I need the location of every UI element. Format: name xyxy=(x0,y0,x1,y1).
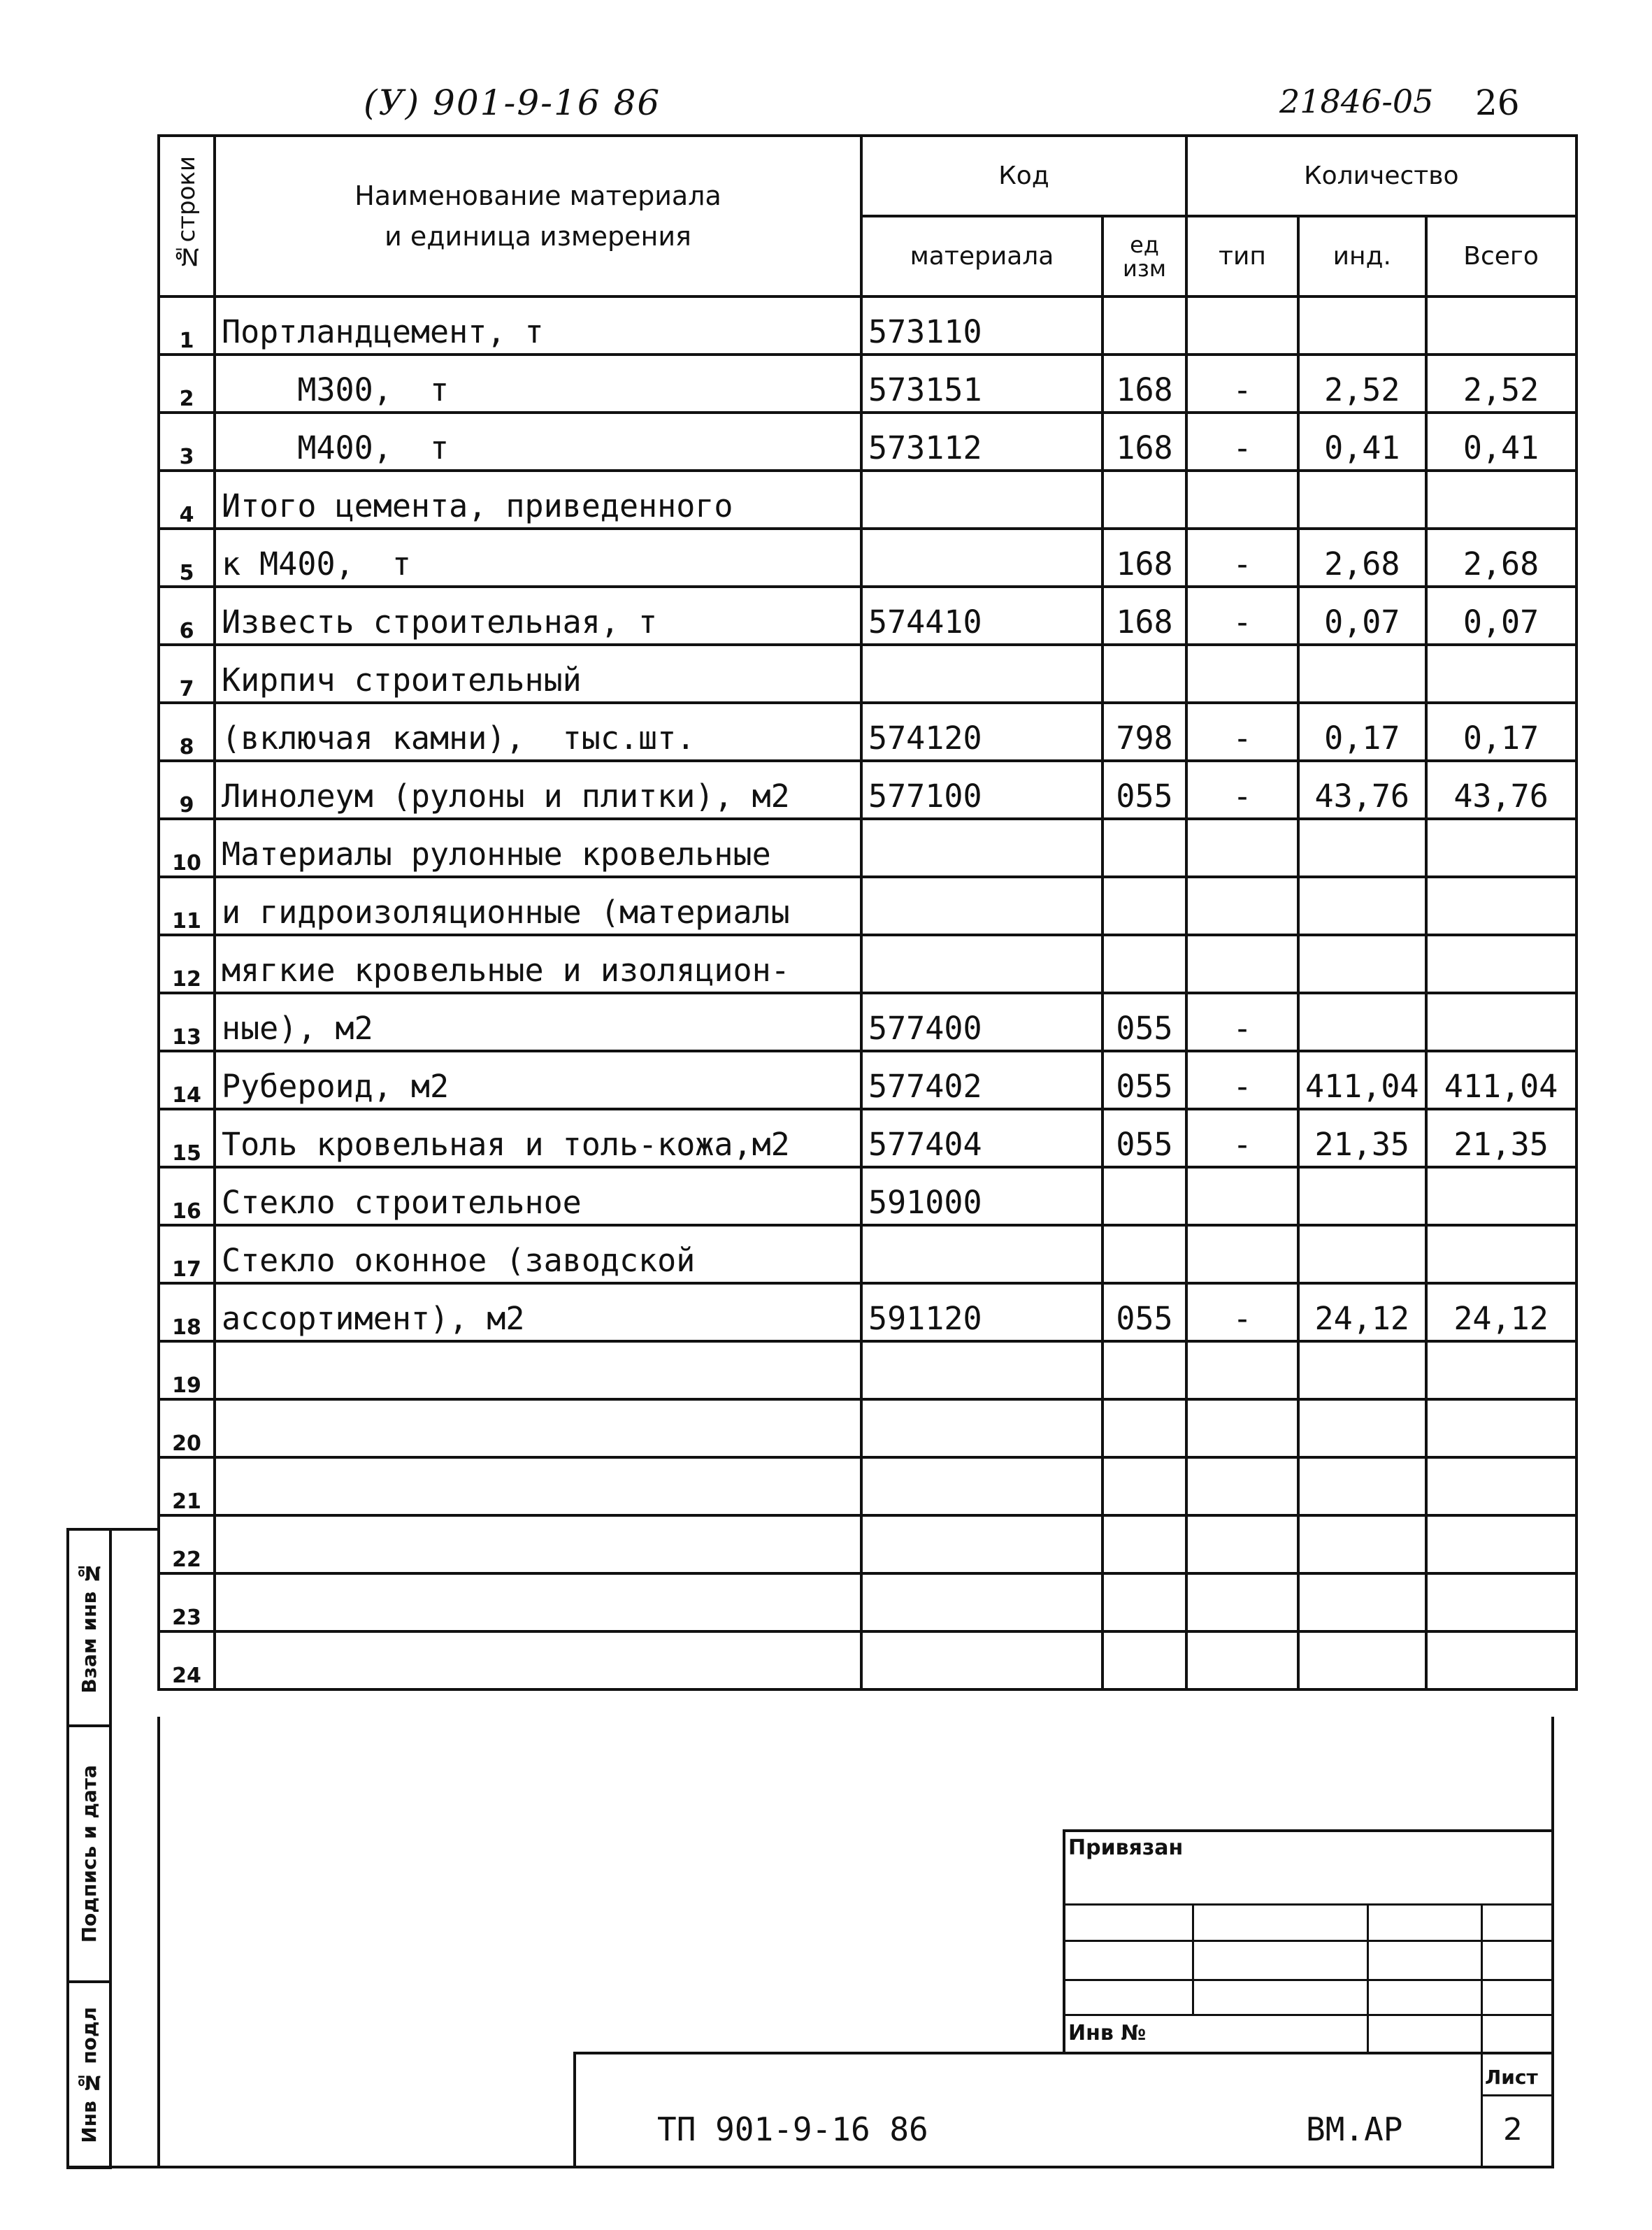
cell-name: ассортимент), м2 xyxy=(215,1283,861,1341)
cell-total: 43,76 xyxy=(1426,761,1576,819)
page-number: 26 xyxy=(1475,83,1520,123)
table-row xyxy=(159,1225,1576,1283)
cell-ind: 43,76 xyxy=(1298,761,1426,819)
row-number: 7 xyxy=(159,645,215,703)
cell-type xyxy=(1186,1457,1298,1515)
row-number: 6 xyxy=(159,587,215,645)
cell-total xyxy=(1426,1631,1576,1689)
cell-total xyxy=(1426,935,1576,993)
table-row xyxy=(159,529,1576,587)
table-row xyxy=(159,1109,1576,1167)
cell-unit: 168 xyxy=(1102,529,1186,587)
row-number: 19 xyxy=(159,1341,215,1399)
cell-ind xyxy=(1298,296,1426,355)
table-row xyxy=(159,703,1576,761)
cell-unit xyxy=(1102,819,1186,877)
row-number: 12 xyxy=(159,935,215,993)
cell-name: Материалы рулонные кровельные xyxy=(215,819,861,877)
row-number: 5 xyxy=(159,529,215,587)
row-number: 10 xyxy=(159,819,215,877)
cell-code xyxy=(861,1573,1102,1631)
cell-ind xyxy=(1298,471,1426,529)
cell-unit xyxy=(1102,296,1186,355)
cell-unit xyxy=(1102,471,1186,529)
cell-ind xyxy=(1298,877,1426,935)
row-number: 20 xyxy=(159,1399,215,1457)
cell-code: 574120 xyxy=(861,703,1102,761)
cell-unit: 055 xyxy=(1102,761,1186,819)
cell-ind: 411,04 xyxy=(1298,1051,1426,1109)
cell-unit xyxy=(1102,935,1186,993)
row-number: 11 xyxy=(159,877,215,935)
row-number: 4 xyxy=(159,471,215,529)
cell-code: 573110 xyxy=(861,296,1102,355)
cell-type xyxy=(1186,1573,1298,1631)
cell-unit: 168 xyxy=(1102,587,1186,645)
cell-name: Портландцемент, т xyxy=(215,296,861,355)
cell-type: - xyxy=(1186,587,1298,645)
header-qty-ind: инд. xyxy=(1298,216,1426,296)
cell-type: - xyxy=(1186,1109,1298,1167)
cell-name: и гидроизоляционные (материалы xyxy=(215,877,861,935)
header-name-line1: Наименование материала xyxy=(354,180,721,211)
table-row xyxy=(159,1341,1576,1399)
cell-unit xyxy=(1102,1341,1186,1399)
cell-code xyxy=(861,471,1102,529)
cell-code: 577400 xyxy=(861,993,1102,1051)
cell-total xyxy=(1426,1573,1576,1631)
project-series: (У) 901-9-16 86 xyxy=(364,83,661,123)
cell-unit xyxy=(1102,1631,1186,1689)
tb-top xyxy=(1063,1829,1554,1832)
table-row xyxy=(159,1515,1576,1573)
header-code-material: материала xyxy=(861,216,1102,296)
replaced-inv-box: Взам инв № xyxy=(66,1528,112,1727)
cell-total: 2,68 xyxy=(1426,529,1576,587)
table-row xyxy=(159,761,1576,819)
cell-total xyxy=(1426,471,1576,529)
frame-right xyxy=(1551,1717,1554,2168)
table-row xyxy=(159,1457,1576,1515)
table-row xyxy=(159,1631,1576,1689)
cell-type xyxy=(1186,471,1298,529)
tb-main-top xyxy=(573,2052,1554,2054)
table-row xyxy=(159,935,1576,993)
cell-ind: 0,17 xyxy=(1298,703,1426,761)
cell-code: 591000 xyxy=(861,1167,1102,1225)
row-number: 9 xyxy=(159,761,215,819)
cell-ind xyxy=(1298,1167,1426,1225)
cell-total xyxy=(1426,296,1576,355)
cell-type xyxy=(1186,819,1298,877)
cell-total xyxy=(1426,1457,1576,1515)
cell-code: 573151 xyxy=(861,355,1102,413)
table-row xyxy=(159,1283,1576,1341)
row-number: 18 xyxy=(159,1283,215,1341)
table-row xyxy=(159,587,1576,645)
archive-code: 21846-05 xyxy=(1279,83,1434,120)
cell-ind xyxy=(1298,1457,1426,1515)
cell-type: - xyxy=(1186,703,1298,761)
cell-ind xyxy=(1298,1341,1426,1399)
cell-unit xyxy=(1102,1225,1186,1283)
cell-name xyxy=(215,1573,861,1631)
cell-total xyxy=(1426,1515,1576,1573)
cell-ind: 2,68 xyxy=(1298,529,1426,587)
frame-bottom xyxy=(66,2166,1554,2168)
cell-name xyxy=(215,1515,861,1573)
cell-unit xyxy=(1102,1573,1186,1631)
row-number: 1 xyxy=(159,296,215,355)
table-row xyxy=(159,1167,1576,1225)
cell-type xyxy=(1186,1167,1298,1225)
row-number: 16 xyxy=(159,1167,215,1225)
row-number: 14 xyxy=(159,1051,215,1109)
tb-main-left xyxy=(573,2052,576,2168)
table-row xyxy=(159,296,1576,355)
cell-name: ные), м2 xyxy=(215,993,861,1051)
cell-total xyxy=(1426,1225,1576,1283)
header-quantity-group: Количество xyxy=(1186,136,1576,216)
cell-code xyxy=(861,529,1102,587)
cell-ind xyxy=(1298,819,1426,877)
frame-left xyxy=(157,1717,160,2168)
doc-designation: ТП 901-9-16 86 xyxy=(657,2110,928,2148)
cell-type: - xyxy=(1186,529,1298,587)
cell-type: - xyxy=(1186,1283,1298,1341)
cell-name: мягкие кровельные и изоляцион- xyxy=(215,935,861,993)
header-name-line2: и единица измерения xyxy=(385,221,691,252)
cell-code: 591120 xyxy=(861,1283,1102,1341)
cell-code xyxy=(861,1341,1102,1399)
cell-code xyxy=(861,819,1102,877)
cell-code: 573112 xyxy=(861,413,1102,471)
cell-unit xyxy=(1102,1457,1186,1515)
cell-unit xyxy=(1102,877,1186,935)
cell-code xyxy=(861,877,1102,935)
row-number: 22 xyxy=(159,1515,215,1573)
table-row xyxy=(159,355,1576,413)
cell-code xyxy=(861,1225,1102,1283)
cell-total xyxy=(1426,1167,1576,1225)
cell-ind xyxy=(1298,1515,1426,1573)
cell-ind: 24,12 xyxy=(1298,1283,1426,1341)
cell-name xyxy=(215,1631,861,1689)
cell-code xyxy=(861,1457,1102,1515)
cell-total xyxy=(1426,1399,1576,1457)
row-number: 15 xyxy=(159,1109,215,1167)
cell-unit: 798 xyxy=(1102,703,1186,761)
header-material-name xyxy=(215,136,861,296)
attached-label: Привязан xyxy=(1068,1836,1184,1860)
cell-type: - xyxy=(1186,993,1298,1051)
table-row xyxy=(159,1399,1576,1457)
table-row xyxy=(159,877,1576,935)
cell-total: 24,12 xyxy=(1426,1283,1576,1341)
table-body xyxy=(159,296,1576,1689)
row-number: 23 xyxy=(159,1573,215,1631)
header-row-number: №строки xyxy=(159,136,215,296)
cell-type xyxy=(1186,296,1298,355)
cell-ind xyxy=(1298,935,1426,993)
tb-col2 xyxy=(1367,1903,1369,2054)
cell-type xyxy=(1186,1631,1298,1689)
row-number: 24 xyxy=(159,1631,215,1689)
table-row xyxy=(159,993,1576,1051)
cell-type xyxy=(1186,1341,1298,1399)
row-number: 17 xyxy=(159,1225,215,1283)
cell-name: к М400, т xyxy=(215,529,861,587)
cell-name: (включая камни), тыс.шт. xyxy=(215,703,861,761)
sheet-label: Лист xyxy=(1485,2066,1538,2089)
inv-no-label: Инв № xyxy=(1068,2021,1147,2045)
cell-code xyxy=(861,645,1102,703)
table-row xyxy=(159,645,1576,703)
cell-ind xyxy=(1298,645,1426,703)
cell-total xyxy=(1426,819,1576,877)
cell-unit xyxy=(1102,1399,1186,1457)
cell-ind xyxy=(1298,1225,1426,1283)
table-row xyxy=(159,1573,1576,1631)
cell-total: 0,41 xyxy=(1426,413,1576,471)
cell-unit xyxy=(1102,1167,1186,1225)
cell-name: Стекло строительное xyxy=(215,1167,861,1225)
header-code-group: Код xyxy=(861,136,1186,216)
cell-type xyxy=(1186,1399,1298,1457)
cell-code xyxy=(861,1399,1102,1457)
cell-ind xyxy=(1298,1399,1426,1457)
cell-type: - xyxy=(1186,761,1298,819)
row-number: 8 xyxy=(159,703,215,761)
materials-table xyxy=(157,134,1578,1691)
row-number: 3 xyxy=(159,413,215,471)
cell-code xyxy=(861,1515,1102,1573)
cell-ind: 21,35 xyxy=(1298,1109,1426,1167)
cell-unit: 168 xyxy=(1102,355,1186,413)
cell-ind xyxy=(1298,993,1426,1051)
cell-unit xyxy=(1102,1515,1186,1573)
cell-type xyxy=(1186,645,1298,703)
doc-mark: ВМ.АР xyxy=(1306,2110,1403,2148)
tb-col1 xyxy=(1192,1903,1194,2015)
cell-name: Толь кровельная и толь-кожа,м2 xyxy=(215,1109,861,1167)
row-number: 21 xyxy=(159,1457,215,1515)
cell-name xyxy=(215,1341,861,1399)
row-number: 13 xyxy=(159,993,215,1051)
table-row xyxy=(159,471,1576,529)
cell-unit: 055 xyxy=(1102,1109,1186,1167)
cell-code: 577100 xyxy=(861,761,1102,819)
cell-unit: 055 xyxy=(1102,1283,1186,1341)
signature-date-box: Подпись и дата xyxy=(66,1724,112,1983)
cell-code xyxy=(861,935,1102,993)
cell-type: - xyxy=(1186,355,1298,413)
sheet-number: 2 xyxy=(1503,2112,1523,2147)
tb-col3 xyxy=(1481,1903,1483,2054)
cell-total xyxy=(1426,1341,1576,1399)
cell-name: Рубероид, м2 xyxy=(215,1051,861,1109)
cell-name: Известь строительная, т xyxy=(215,587,861,645)
cell-code: 577404 xyxy=(861,1109,1102,1167)
cell-unit xyxy=(1102,645,1186,703)
cell-ind xyxy=(1298,1573,1426,1631)
cell-type xyxy=(1186,935,1298,993)
cell-type xyxy=(1186,877,1298,935)
cell-unit: 055 xyxy=(1102,993,1186,1051)
cell-type: - xyxy=(1186,1051,1298,1109)
cell-name: М300, т xyxy=(215,355,861,413)
stamp-divider xyxy=(112,1528,157,1531)
cell-name: М400, т xyxy=(215,413,861,471)
cell-total: 0,07 xyxy=(1426,587,1576,645)
tb-sheet-col xyxy=(1481,2052,1483,2168)
cell-total xyxy=(1426,877,1576,935)
cell-total: 2,52 xyxy=(1426,355,1576,413)
cell-total: 21,35 xyxy=(1426,1109,1576,1167)
header-qty-type: тип xyxy=(1186,216,1298,296)
table-row xyxy=(159,819,1576,877)
cell-total xyxy=(1426,645,1576,703)
header-qty-total: Всего xyxy=(1426,216,1576,296)
table-row xyxy=(159,413,1576,471)
cell-ind xyxy=(1298,1631,1426,1689)
cell-type: - xyxy=(1186,413,1298,471)
cell-unit: 055 xyxy=(1102,1051,1186,1109)
cell-code xyxy=(861,1631,1102,1689)
cell-type xyxy=(1186,1515,1298,1573)
cell-name: Итого цемента, приведенного xyxy=(215,471,861,529)
inv-original-box: Инв № подл xyxy=(66,1980,112,2169)
cell-name: Линолеум (рулоны и плитки), м2 xyxy=(215,761,861,819)
cell-name xyxy=(215,1399,861,1457)
cell-total: 0,17 xyxy=(1426,703,1576,761)
cell-ind: 2,52 xyxy=(1298,355,1426,413)
cell-type xyxy=(1186,1225,1298,1283)
table-row xyxy=(159,1051,1576,1109)
cell-unit: 168 xyxy=(1102,413,1186,471)
cell-name: Стекло оконное (заводской xyxy=(215,1225,861,1283)
cell-ind: 0,41 xyxy=(1298,413,1426,471)
cell-total: 411,04 xyxy=(1426,1051,1576,1109)
cell-code: 577402 xyxy=(861,1051,1102,1109)
header-unit: ед изм xyxy=(1102,216,1186,296)
row-number: 2 xyxy=(159,355,215,413)
cell-code: 574410 xyxy=(861,587,1102,645)
cell-ind: 0,07 xyxy=(1298,587,1426,645)
cell-name: Кирпич строительный xyxy=(215,645,861,703)
cell-total xyxy=(1426,993,1576,1051)
tb-sheet-divider xyxy=(1481,2094,1554,2096)
cell-name xyxy=(215,1457,861,1515)
